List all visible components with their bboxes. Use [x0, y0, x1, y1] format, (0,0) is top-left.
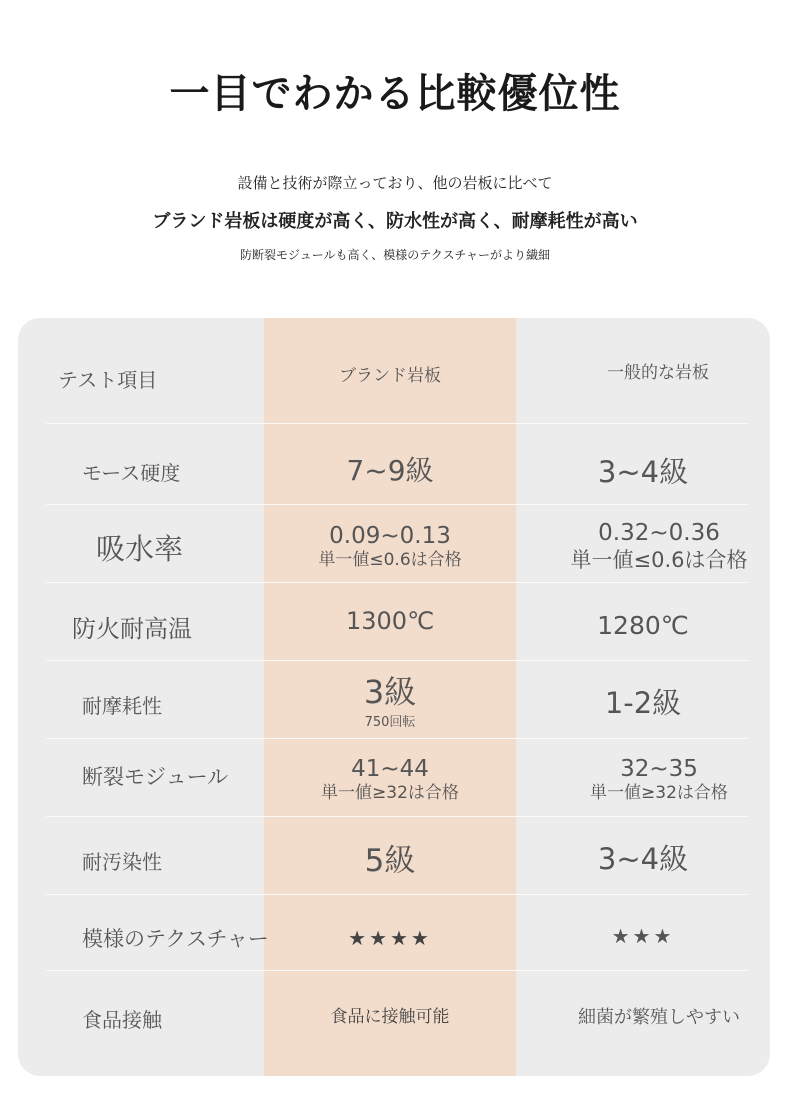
header-general	[548, 340, 768, 400]
row-divider	[46, 816, 748, 817]
general-rating-stars: ★★★	[611, 924, 675, 948]
row-divider	[46, 504, 748, 505]
brand-note: 単一値≤0.6は合格	[318, 550, 462, 571]
intro-line-1: 設備と技術が際立っており、他の岩板に比べて	[237, 174, 553, 192]
table-row-item	[72, 598, 252, 654]
brand-value: 5級	[364, 843, 416, 880]
general-value-cell	[516, 908, 770, 964]
header-test-item	[58, 348, 218, 408]
general-value-cell	[548, 514, 770, 580]
table-row-item	[96, 516, 256, 578]
general-value-cell	[516, 832, 770, 888]
row-divider	[46, 582, 748, 583]
row-label: 耐摩耗性	[82, 693, 162, 718]
brand-value-cell	[264, 668, 516, 736]
table-row-item	[82, 676, 262, 732]
brand-value-cell	[264, 986, 516, 1042]
brand-value-cell	[264, 834, 516, 890]
general-note: 単一値≤0.6は合格	[570, 547, 748, 572]
brand-value: 食品に接触可能	[330, 1006, 450, 1027]
general-value: 3~4級	[597, 455, 689, 490]
table-row-item	[82, 910, 272, 966]
row-divider	[46, 423, 748, 424]
brand-value-cell	[264, 514, 516, 580]
row-label: 耐汚染性	[82, 849, 162, 874]
row-divider	[46, 738, 748, 739]
table-row-item	[82, 443, 262, 499]
row-divider	[46, 970, 748, 971]
header-general-label: 一般的な岩板	[607, 362, 709, 383]
brand-value-cell	[264, 748, 516, 812]
general-value-cell	[548, 988, 770, 1044]
general-value-cell	[516, 598, 770, 654]
row-label: 断裂モジュール	[82, 765, 229, 789]
table-row-item	[82, 748, 272, 804]
general-value: 1280℃	[597, 610, 689, 640]
header-brand	[264, 343, 516, 403]
table-row-item	[82, 832, 262, 888]
row-label: 防火耐高温	[72, 614, 192, 643]
brand-note: 750回転	[364, 714, 416, 730]
brand-value: 1300℃	[345, 607, 435, 636]
brand-value: 3級	[363, 673, 417, 712]
general-note: 単一値≥32は合格	[590, 783, 728, 804]
header-brand-label: ブランド岩板	[339, 365, 441, 386]
brand-value: 41~44	[351, 755, 429, 782]
page-title: 一目でわかる比較優位性	[169, 71, 621, 117]
intro-line-2: ブランド岩板は硬度が高く、防水性が高く、耐摩耗性が高い	[152, 211, 638, 232]
row-label: 食品接触	[82, 1007, 162, 1032]
row-label: 模様のテクスチャー	[82, 927, 269, 951]
general-value: 3~4級	[597, 842, 689, 877]
brand-note: 単一値≥32は合格	[321, 783, 459, 804]
brand-rating-stars: ★★★★	[348, 926, 432, 950]
row-label: モース硬度	[82, 460, 181, 485]
general-value-cell	[516, 445, 770, 501]
row-divider	[46, 660, 748, 661]
general-value-cell	[548, 748, 770, 812]
comparison-table	[18, 318, 770, 1076]
general-value-cell	[516, 676, 770, 732]
general-value: 細菌が繁殖しやすい	[578, 1007, 740, 1028]
brand-value: 0.09~0.13	[329, 522, 451, 549]
brand-value-cell	[264, 594, 516, 650]
row-divider	[46, 894, 748, 895]
general-value: 32~35	[620, 755, 698, 782]
table-row-item	[82, 990, 262, 1046]
general-value: 1-2級	[604, 686, 682, 721]
brand-value-cell	[264, 910, 516, 966]
brand-value: 7~9級	[346, 453, 434, 487]
intro-line-3: 防断裂モジュールも高く、模様のテクスチャーがより繊細	[239, 248, 551, 262]
header-test-item-label: テスト項目	[58, 367, 158, 392]
general-value: 0.32~0.36	[598, 520, 720, 547]
brand-value-cell	[264, 443, 516, 499]
row-label: 吸水率	[96, 531, 184, 566]
